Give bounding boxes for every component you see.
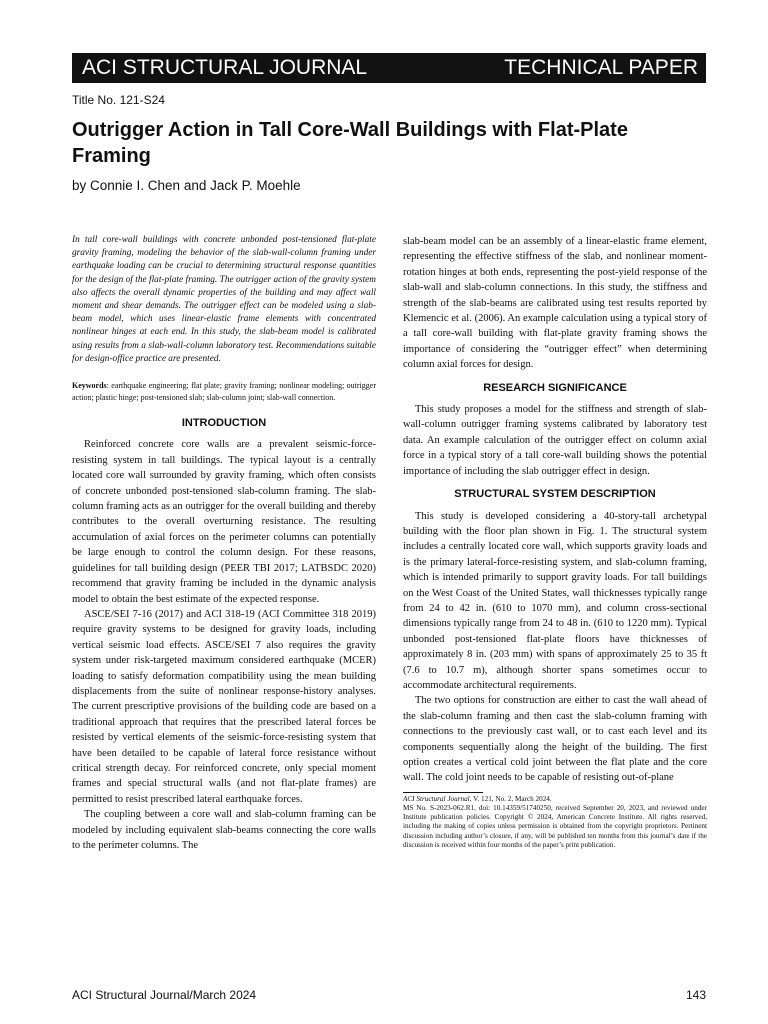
footnote-journal: ACI Structural Journal [403,794,470,803]
intro-paragraph-2: ASCE/SEI 7-16 (2017) and ACI 318-19 (ACI Committee 318 2019) require gravity systems to be designed for gravity loads, including vertical seismic load effects. ASCE/SEI 7 also requires the gravity system under risk-targeted maximum considered earthquake (MCER) loading to satisfy deformation compatibility using the mean building displacements from the suite of nonlinear response-history analyses. The current prescriptive provisions of the building code are based on a traditional approach that requires that the prescribed lateral forces be resisted by vertical elements of the seismic-force-resisting system that have been detailed to be capable of lateral force resistance without critical strength decay. For reinforced concrete, only special moment frames and special structural walls (and not flat-plate frames) are permitted to resist prescribed lateral earthquake forces. [72,608,376,805]
right-column [403,234,707,850]
footer-journal: ACI Structural Journal/March 2024 [72,988,257,1002]
paper-type: TECHNICAL PAPER [504,56,698,79]
left-column [72,234,376,853]
research-significance-heading: RESEARCH SIGNIFICANCE [483,381,627,394]
keywords-label: Keywords [72,381,107,391]
footnote-citation [403,795,707,804]
intro-paragraph-3: The coupling between a core wall and slab-column framing can be modeled by including equivalent slab-beams connecting the core walls to the perimeter columns. The [72,809,376,851]
footnote-rule [403,792,483,793]
intro-continuation: slab-beam model can be an assembly of a linear-elastic frame element, representing the effective stiffness of the slab, and nonlinear moment-rotation hinges at both ends, representing the post-yield response of the slab-wall and slab-column connections. In this study, the stiffness and strength of the slab-beams are calibrated using test results reported by Klemencic et al. (2006). An example calculation using a typical story of a tall core-wall building with flat-plate gravity framing shows the importance of considering the “outrigger effect” when determining column axial forces for design. [403,236,707,371]
structural-system-paragraph-1: This study is developed considering a 40-story-tall archetypal building with the floor plan shown in Fig. 1. The structural system includes a centrally located core wall, which supports gravity loads and is the primary lateral-force-resisting system, and slab-column framing, which is intended primarily to support gravity loads. For tall buildings on the West Coast of the United States, wall thicknesses typically range from 24 to 42 in. (610 to 1070 mm), and column cross-sectional dimensions typically range from 24 to 48 in. (610 to 1220 mm). Typical unbonded post-tensioned flat-plate floors have thicknesses of approximately 8 in. (203 mm) with spans of approximately 25 to 35 ft (7.6 to 10.7 m), although shorter spans sometimes occur to accommodate architectural requirements. [403,510,707,691]
abstract: In tall core-wall buildings with concrete unbonded post-tensioned flat-plate gravity framing, modeling the behavior of the slab-wall-column framing under earthquake loading can be crucial to determining structural response quantities for the design of the flat-plate framing. The outrigger action of the gravity system also affects the overall dynamic properties of the building and may affect wall moment and shear demands. The outrigger effect can be modeled using a slab-beam model, which uses linear-elastic frame elements with concentrated nonlinear hinges at each end. In this study, the slab-beam model is calibrated using results from a slab-wall-column laboratory test. Recommendations suitable for design-office practice are presented. [72,235,376,364]
footnote-volume: , V. 121, No. 2, March 2024. [469,794,552,803]
title-number: Title No. 121-S24 [72,93,165,107]
structural-system-paragraph-2: The two options for construction are either to cast the wall ahead of the slab-column framing and then cast the slab-column framing with connections to the previously cast wall, or to cast each level and its components sequentially along the height of the building. The first option creates a vertical cold joint between the flat plate and the core wall. The cold joint needs to be capable of resisting out-of-plane [403,695,707,784]
keywords-text: : earthquake engineering; flat plate; gravity framing; nonlinear modeling; outrigger action; plastic hinge; post-tensioned slab; slab-column joint; slab-wall connection. [72,381,376,403]
page-number: 143 [685,988,706,1002]
paper-title: Outrigger Action in Tall Core-Wall Buildings with Flat-Plate Framing [72,119,628,167]
keywords [72,380,376,404]
intro-paragraph-1: Reinforced concrete core walls are a prevalent seismic-force-resisting system in tall buildings. The typical layout is a centrally located core wall surrounded by gravity framing, which often consists of concrete unbonded post-tensioned slab-column framing. The slab-column framing acts as an outrigger for the overall building and thereby contributes to the overall overturning resistance. The resulting accumulation of axial forces on the perimeter columns can potentially be large enough to control the column design. For these reasons, guidelines for tall building design (PEER TBI 2017; LATBSDC 2020) recommend that gravity framing be included in the dynamic analysis model to obtain the best estimate of the expected response. [72,439,376,605]
journal-name: ACI STRUCTURAL JOURNAL [82,56,368,79]
journal-header-bar [72,53,706,83]
byline: by Connie I. Chen and Jack P. Moehle [72,178,301,193]
footnote-details: MS No. S-2023-062.R1, doi: 10.14359/51740250, received September 20, 2023, and reviewed under Institute publication policies. Copyright © 2024, American Concrete Institute. All rights reserved, including the making of copies unless permission is obtained from the copyright proprietors. Pertinent discussion including author’s closure, if any, will be published ten months from this journal’s date if the discussion is received within four months of the paper’s print publication. [403,804,707,849]
research-significance-paragraph: This study proposes a model for the stiffness and strength of slab-wall-column outrigger framing systems calibrated by laboratory test data. An example calculation of the outrigger effect on column axial force in a typical story of a tall core-wall building shows the potential importance of including the slab outrigger effect in design. [403,404,707,477]
intro-heading: INTRODUCTION [181,417,267,430]
structural-system-heading: STRUCTURAL SYSTEM DESCRIPTION [454,488,656,501]
